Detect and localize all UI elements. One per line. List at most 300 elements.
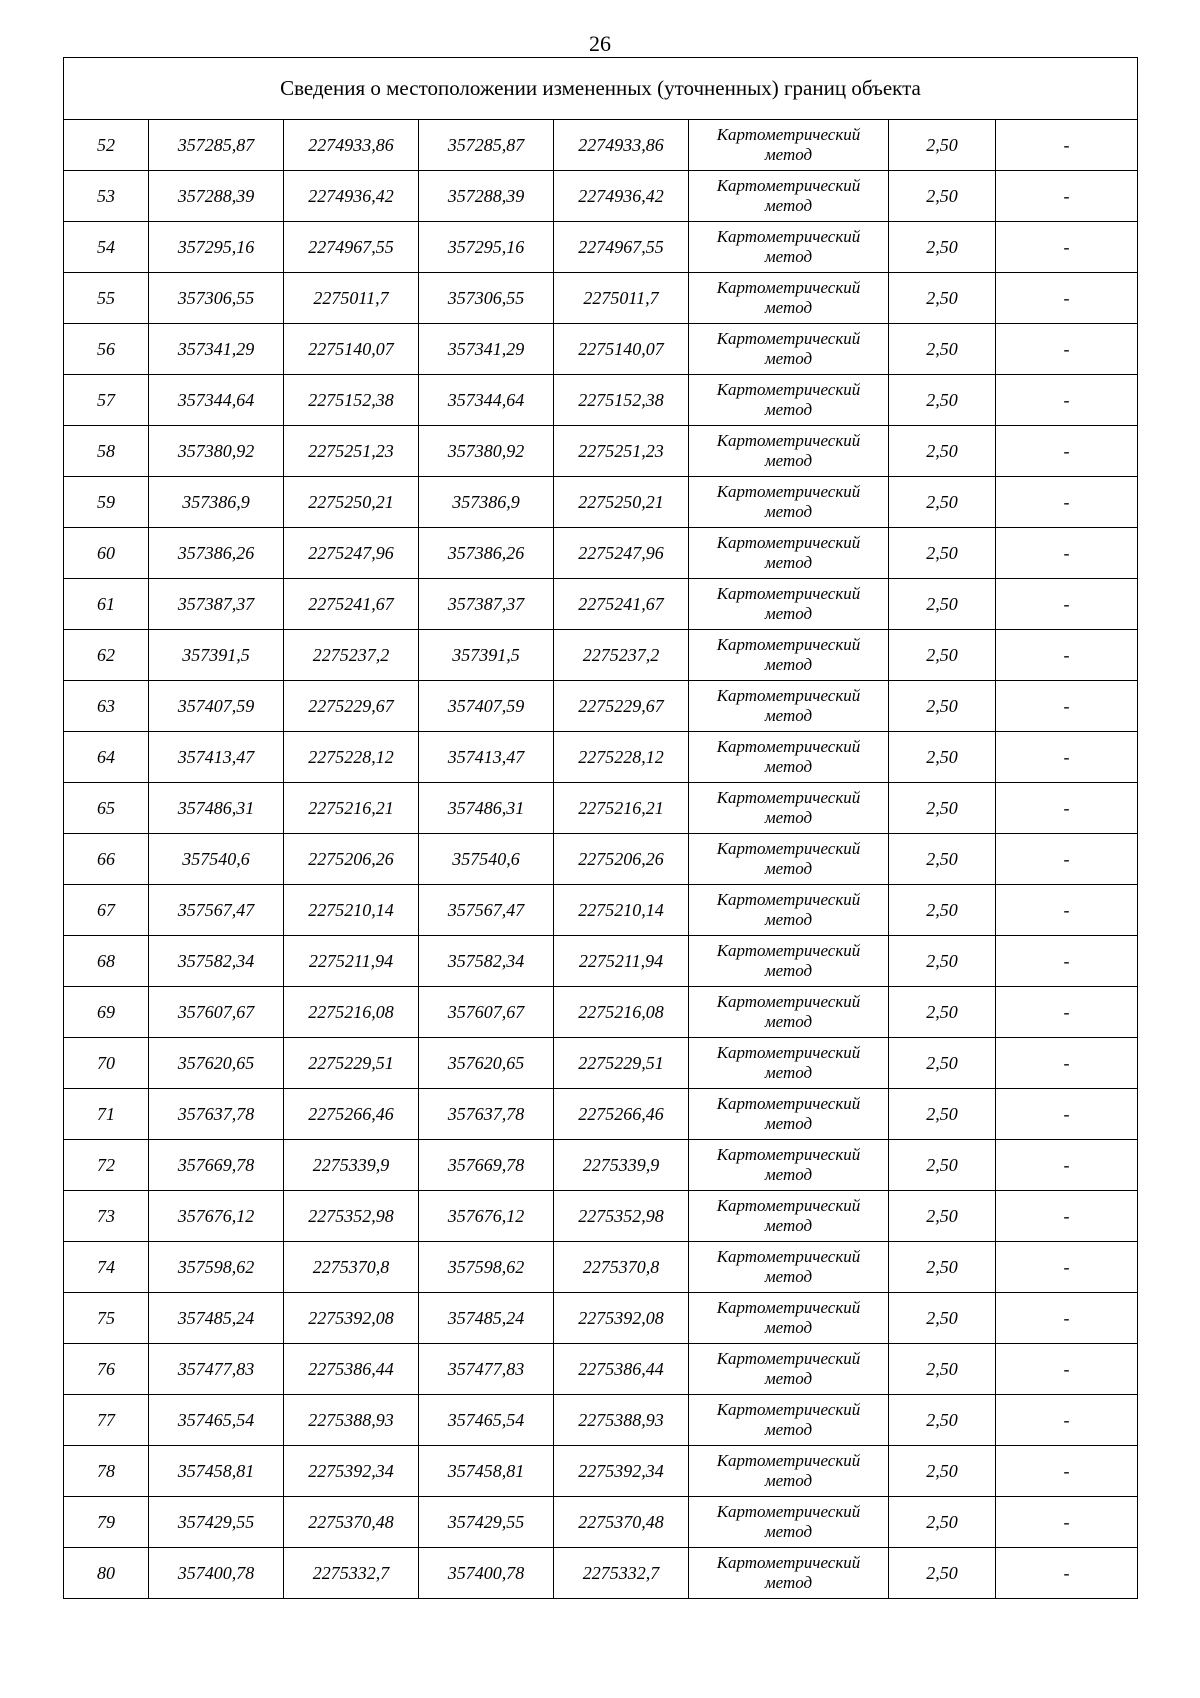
method-cell [689,1242,889,1293]
method-line-1: Картометрический [716,737,861,756]
existing-y-cell: 2275339,9 [284,1140,419,1191]
method-line-1: Картометрический [716,1400,861,1419]
refined-x-cell: 357582,34 [419,936,554,987]
note-cell: - [996,1446,1138,1497]
refined-y-cell: 2275250,21 [554,477,689,528]
method-line-1: Картометрический [716,839,861,858]
refined-x-cell: 357676,12 [419,1191,554,1242]
note-cell: - [996,1089,1138,1140]
method-line-1: Картометрический [716,1298,861,1317]
method-cell [689,783,889,834]
refined-x-cell: 357620,65 [419,1038,554,1089]
note-cell: - [996,630,1138,681]
point-number-cell: 54 [64,222,149,273]
existing-x-cell: 357669,78 [149,1140,284,1191]
refined-x-cell: 357341,29 [419,324,554,375]
point-number-cell: 62 [64,630,149,681]
existing-x-cell: 357387,37 [149,579,284,630]
method-cell [689,987,889,1038]
point-number-cell: 70 [64,1038,149,1089]
existing-y-cell: 2275206,26 [284,834,419,885]
note-cell: - [996,681,1138,732]
accuracy-cell: 2,50 [889,1497,996,1548]
note-cell: - [996,834,1138,885]
refined-y-cell: 2275216,21 [554,783,689,834]
refined-x-cell: 357458,81 [419,1446,554,1497]
method-line-1: Картометрический [716,176,861,195]
point-number-cell: 66 [64,834,149,885]
accuracy-cell: 2,50 [889,375,996,426]
method-line-2: метод [764,247,813,266]
existing-y-cell: 2275241,67 [284,579,419,630]
refined-y-cell: 2274967,55 [554,222,689,273]
existing-y-cell: 2275266,46 [284,1089,419,1140]
accuracy-cell: 2,50 [889,987,996,1038]
existing-y-cell: 2275216,21 [284,783,419,834]
method-line-2: метод [764,298,813,317]
table-row [64,1446,1138,1497]
point-number-cell: 61 [64,579,149,630]
method-line-1: Картометрический [716,1451,861,1470]
refined-y-cell: 2275392,34 [554,1446,689,1497]
refined-y-cell: 2275339,9 [554,1140,689,1191]
method-line-2: метод [764,1420,813,1439]
method-line-2: метод [764,196,813,215]
refined-y-cell: 2275216,08 [554,987,689,1038]
existing-x-cell: 357582,34 [149,936,284,987]
note-cell: - [996,1497,1138,1548]
point-number-cell: 80 [64,1548,149,1599]
method-cell [689,222,889,273]
accuracy-cell: 2,50 [889,120,996,171]
method-line-2: метод [764,1369,813,1388]
accuracy-cell: 2,50 [889,732,996,783]
accuracy-cell: 2,50 [889,273,996,324]
method-line-1: Картометрический [716,482,861,501]
method-line-2: метод [764,1471,813,1490]
table-row [64,1242,1138,1293]
table-row [64,1293,1138,1344]
method-line-2: метод [764,808,813,827]
table-row [64,936,1138,987]
refined-y-cell: 2275388,93 [554,1395,689,1446]
existing-y-cell: 2275251,23 [284,426,419,477]
point-number-cell: 72 [64,1140,149,1191]
accuracy-cell: 2,50 [889,1038,996,1089]
note-cell: - [996,324,1138,375]
method-cell [689,1191,889,1242]
refined-y-cell: 2275229,67 [554,681,689,732]
method-line-2: метод [764,553,813,572]
point-number-cell: 75 [64,1293,149,1344]
existing-y-cell: 2275250,21 [284,477,419,528]
table-row [64,885,1138,936]
method-cell [689,1446,889,1497]
note-cell: - [996,1548,1138,1599]
refined-x-cell: 357386,9 [419,477,554,528]
point-number-cell: 79 [64,1497,149,1548]
page-number: 26 [589,31,611,56]
method-cell [689,834,889,885]
method-line-2: метод [764,655,813,674]
existing-x-cell: 357485,24 [149,1293,284,1344]
table-row [64,630,1138,681]
method-cell [689,528,889,579]
existing-x-cell: 357620,65 [149,1038,284,1089]
refined-x-cell: 357407,59 [419,681,554,732]
method-line-2: метод [764,961,813,980]
existing-y-cell: 2275247,96 [284,528,419,579]
note-cell: - [996,273,1138,324]
method-line-1: Картометрический [716,1094,861,1113]
existing-x-cell: 357386,9 [149,477,284,528]
existing-x-cell: 357567,47 [149,885,284,936]
existing-x-cell: 357637,78 [149,1089,284,1140]
table-title-row [64,58,1138,120]
existing-x-cell: 357380,92 [149,426,284,477]
note-cell: - [996,477,1138,528]
accuracy-cell: 2,50 [889,1191,996,1242]
refined-x-cell: 357637,78 [419,1089,554,1140]
method-line-1: Картометрический [716,1145,861,1164]
method-cell [689,681,889,732]
table-row [64,324,1138,375]
existing-y-cell: 2275237,2 [284,630,419,681]
point-number-cell: 65 [64,783,149,834]
note-cell: - [996,783,1138,834]
method-line-1: Картометрический [716,125,861,144]
accuracy-cell: 2,50 [889,630,996,681]
method-line-1: Картометрический [716,1043,861,1062]
refined-y-cell: 2275332,7 [554,1548,689,1599]
note-cell: - [996,375,1138,426]
accuracy-cell: 2,50 [889,681,996,732]
refined-y-cell: 2275370,48 [554,1497,689,1548]
point-number-cell: 71 [64,1089,149,1140]
method-cell [689,1089,889,1140]
method-cell [689,1497,889,1548]
table-row [64,1497,1138,1548]
refined-y-cell: 2275386,44 [554,1344,689,1395]
accuracy-cell: 2,50 [889,171,996,222]
method-line-2: метод [764,706,813,725]
refined-y-cell: 2275140,07 [554,324,689,375]
refined-y-cell: 2275206,26 [554,834,689,885]
refined-y-cell: 2275211,94 [554,936,689,987]
method-cell [689,885,889,936]
existing-x-cell: 357295,16 [149,222,284,273]
point-number-cell: 67 [64,885,149,936]
point-number-cell: 59 [64,477,149,528]
refined-x-cell: 357306,55 [419,273,554,324]
method-cell [689,477,889,528]
existing-y-cell: 2274933,86 [284,120,419,171]
refined-y-cell: 2275228,12 [554,732,689,783]
method-cell [689,273,889,324]
existing-x-cell: 357598,62 [149,1242,284,1293]
method-line-1: Картометрический [716,1247,861,1266]
existing-y-cell: 2275011,7 [284,273,419,324]
existing-x-cell: 357391,5 [149,630,284,681]
existing-x-cell: 357344,64 [149,375,284,426]
refined-y-cell: 2274933,86 [554,120,689,171]
method-line-2: метод [764,910,813,929]
existing-y-cell: 2275386,44 [284,1344,419,1395]
refined-x-cell: 357567,47 [419,885,554,936]
existing-y-cell: 2275229,67 [284,681,419,732]
refined-y-cell: 2275370,8 [554,1242,689,1293]
method-line-1: Картометрический [716,992,861,1011]
method-line-2: метод [764,1216,813,1235]
method-line-2: метод [764,1165,813,1184]
existing-y-cell: 2275370,48 [284,1497,419,1548]
method-cell [689,1548,889,1599]
table-row [64,783,1138,834]
table-row [64,1140,1138,1191]
refined-x-cell: 357607,67 [419,987,554,1038]
accuracy-cell: 2,50 [889,324,996,375]
method-line-2: метод [764,757,813,776]
note-cell: - [996,1242,1138,1293]
coordinates-table [63,57,1138,1599]
accuracy-cell: 2,50 [889,528,996,579]
method-cell [689,1038,889,1089]
table-row [64,1548,1138,1599]
note-cell: - [996,222,1138,273]
refined-x-cell: 357386,26 [419,528,554,579]
method-cell [689,732,889,783]
point-number-cell: 76 [64,1344,149,1395]
existing-x-cell: 357400,78 [149,1548,284,1599]
method-line-1: Картометрический [716,788,861,807]
note-cell: - [996,528,1138,579]
point-number-cell: 53 [64,171,149,222]
accuracy-cell: 2,50 [889,1548,996,1599]
method-line-2: метод [764,1522,813,1541]
table-row [64,375,1138,426]
note-cell: - [996,171,1138,222]
accuracy-cell: 2,50 [889,1344,996,1395]
existing-x-cell: 357341,29 [149,324,284,375]
refined-y-cell: 2275152,38 [554,375,689,426]
refined-x-cell: 357669,78 [419,1140,554,1191]
point-number-cell: 56 [64,324,149,375]
accuracy-cell: 2,50 [889,783,996,834]
refined-y-cell: 2275392,08 [554,1293,689,1344]
accuracy-cell: 2,50 [889,1395,996,1446]
method-cell [689,936,889,987]
note-cell: - [996,1344,1138,1395]
existing-x-cell: 357540,6 [149,834,284,885]
method-line-2: метод [764,145,813,164]
accuracy-cell: 2,50 [889,1446,996,1497]
refined-x-cell: 357288,39 [419,171,554,222]
table-row [64,1038,1138,1089]
refined-x-cell: 357598,62 [419,1242,554,1293]
table-row [64,732,1138,783]
note-cell: - [996,1191,1138,1242]
method-line-1: Картометрический [716,941,861,960]
point-number-cell: 78 [64,1446,149,1497]
refined-x-cell: 357413,47 [419,732,554,783]
table-row [64,120,1138,171]
refined-x-cell: 357295,16 [419,222,554,273]
table-row [64,987,1138,1038]
method-line-2: метод [764,1573,813,1592]
existing-y-cell: 2275210,14 [284,885,419,936]
refined-x-cell: 357485,24 [419,1293,554,1344]
method-line-1: Картометрический [716,1349,861,1368]
method-line-1: Картометрический [716,431,861,450]
point-number-cell: 52 [64,120,149,171]
refined-y-cell: 2275011,7 [554,273,689,324]
existing-y-cell: 2275140,07 [284,324,419,375]
point-number-cell: 64 [64,732,149,783]
point-number-cell: 58 [64,426,149,477]
existing-y-cell: 2275228,12 [284,732,419,783]
table-row [64,1191,1138,1242]
existing-x-cell: 357429,55 [149,1497,284,1548]
point-number-cell: 57 [64,375,149,426]
table-title: Сведения о местоположении измененных (уточненных) границ объекта [64,58,1138,120]
note-cell: - [996,1038,1138,1089]
point-number-cell: 60 [64,528,149,579]
table-row [64,579,1138,630]
method-line-1: Картометрический [716,890,861,909]
method-cell [689,579,889,630]
table-row [64,834,1138,885]
point-number-cell: 68 [64,936,149,987]
refined-x-cell: 357387,37 [419,579,554,630]
table-row [64,681,1138,732]
method-cell [689,120,889,171]
method-line-2: метод [764,451,813,470]
existing-x-cell: 357288,39 [149,171,284,222]
method-cell [689,1395,889,1446]
existing-x-cell: 357477,83 [149,1344,284,1395]
note-cell: - [996,936,1138,987]
accuracy-cell: 2,50 [889,579,996,630]
accuracy-cell: 2,50 [889,1293,996,1344]
refined-x-cell: 357540,6 [419,834,554,885]
refined-x-cell: 357486,31 [419,783,554,834]
existing-x-cell: 357413,47 [149,732,284,783]
existing-y-cell: 2275216,08 [284,987,419,1038]
note-cell: - [996,426,1138,477]
method-cell [689,1293,889,1344]
refined-y-cell: 2275229,51 [554,1038,689,1089]
point-number-cell: 77 [64,1395,149,1446]
refined-y-cell: 2275266,46 [554,1089,689,1140]
method-line-1: Картометрический [716,380,861,399]
refined-y-cell: 2275237,2 [554,630,689,681]
method-line-2: метод [764,400,813,419]
note-cell: - [996,987,1138,1038]
refined-x-cell: 357477,83 [419,1344,554,1395]
refined-x-cell: 357429,55 [419,1497,554,1548]
refined-x-cell: 357285,87 [419,120,554,171]
refined-x-cell: 357465,54 [419,1395,554,1446]
method-line-1: Картометрический [716,635,861,654]
method-line-2: метод [764,1063,813,1082]
method-cell [689,171,889,222]
accuracy-cell: 2,50 [889,885,996,936]
existing-x-cell: 357486,31 [149,783,284,834]
existing-y-cell: 2275370,8 [284,1242,419,1293]
note-cell: - [996,1395,1138,1446]
existing-y-cell: 2275332,7 [284,1548,419,1599]
method-cell [689,426,889,477]
method-line-1: Картометрический [716,533,861,552]
method-line-1: Картометрический [716,329,861,348]
method-cell [689,375,889,426]
table-row [64,426,1138,477]
existing-y-cell: 2274967,55 [284,222,419,273]
table-row [64,222,1138,273]
refined-y-cell: 2275247,96 [554,528,689,579]
refined-x-cell: 357400,78 [419,1548,554,1599]
accuracy-cell: 2,50 [889,1089,996,1140]
method-line-2: метод [764,604,813,623]
accuracy-cell: 2,50 [889,936,996,987]
existing-y-cell: 2275352,98 [284,1191,419,1242]
method-line-2: метод [764,1012,813,1031]
note-cell: - [996,885,1138,936]
method-line-1: Картометрический [716,686,861,705]
table-row [64,273,1138,324]
method-line-2: метод [764,859,813,878]
method-line-2: метод [764,1114,813,1133]
existing-x-cell: 357607,67 [149,987,284,1038]
accuracy-cell: 2,50 [889,1242,996,1293]
existing-x-cell: 357306,55 [149,273,284,324]
table-row [64,171,1138,222]
point-number-cell: 69 [64,987,149,1038]
accuracy-cell: 2,50 [889,834,996,885]
note-cell: - [996,732,1138,783]
point-number-cell: 74 [64,1242,149,1293]
point-number-cell: 63 [64,681,149,732]
table-row [64,1089,1138,1140]
refined-y-cell: 2275210,14 [554,885,689,936]
existing-x-cell: 357285,87 [149,120,284,171]
accuracy-cell: 2,50 [889,1140,996,1191]
note-cell: - [996,1293,1138,1344]
method-line-1: Картометрический [716,227,861,246]
existing-y-cell: 2274936,42 [284,171,419,222]
point-number-cell: 73 [64,1191,149,1242]
existing-y-cell: 2275388,93 [284,1395,419,1446]
refined-y-cell: 2275352,98 [554,1191,689,1242]
point-number-cell: 55 [64,273,149,324]
refined-x-cell: 357344,64 [419,375,554,426]
accuracy-cell: 2,50 [889,426,996,477]
existing-x-cell: 357676,12 [149,1191,284,1242]
note-cell: - [996,120,1138,171]
table-row [64,528,1138,579]
existing-y-cell: 2275392,34 [284,1446,419,1497]
refined-x-cell: 357391,5 [419,630,554,681]
existing-y-cell: 2275229,51 [284,1038,419,1089]
method-line-2: метод [764,502,813,521]
method-cell [689,1140,889,1191]
existing-x-cell: 357386,26 [149,528,284,579]
refined-x-cell: 357380,92 [419,426,554,477]
method-cell [689,1344,889,1395]
existing-y-cell: 2275152,38 [284,375,419,426]
existing-x-cell: 357465,54 [149,1395,284,1446]
note-cell: - [996,1140,1138,1191]
